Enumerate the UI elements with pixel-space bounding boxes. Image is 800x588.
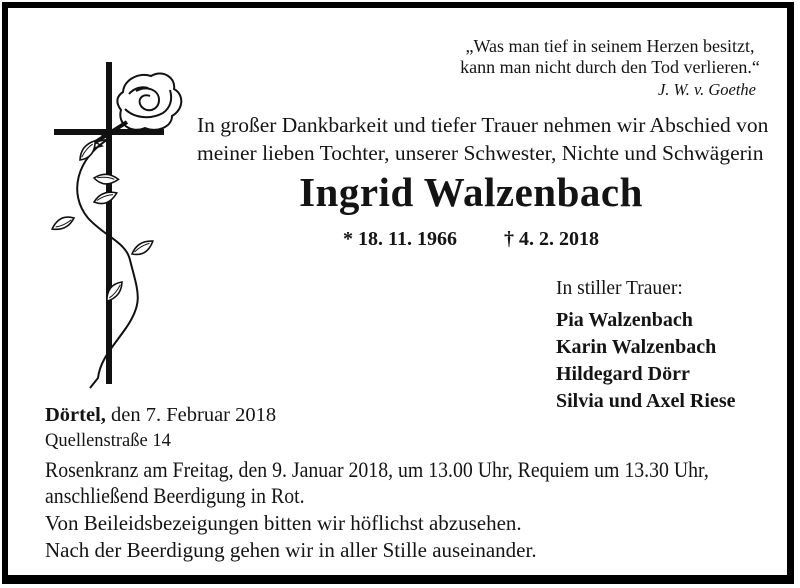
death-date: † 4. 2. 2018 <box>503 228 599 250</box>
service-line: anschließend Beerdigung in Rot. <box>45 483 305 508</box>
mourner-name: Silvia und Axel Riese <box>556 390 736 412</box>
service-line: Rosenkranz am Freitag, den 9. Januar 2018, um 13.00 Uhr, Requiem um 13.30 Uhr, <box>45 457 709 482</box>
mourning-heading: In stiller Trauer: <box>556 278 683 299</box>
rose-bloom <box>117 74 181 130</box>
place-city: Dörtel, <box>45 404 106 426</box>
quote-line: „Was man tief in seinem Herzen besitzt, <box>465 36 755 56</box>
deceased-name: Ingrid Walzenbach <box>299 169 643 215</box>
place-date-line <box>45 404 276 427</box>
service-info <box>45 457 783 509</box>
quote-attribution: J. W. v. Goethe <box>657 80 756 99</box>
intro-text <box>197 112 782 167</box>
cross-with-rose-icon <box>30 40 190 400</box>
condolence-note: Von Beileidsbezeigungen bitten wir höflichst abzusehen. <box>45 511 522 535</box>
intro-line: meiner lieben Tochter, unserer Schwester, Nichte und Schwägerin <box>197 140 764 165</box>
quote-line: kann man nicht durch den Tod verlieren.“ <box>460 57 760 77</box>
mourner-name: Pia Walzenbach <box>556 309 693 331</box>
life-dates <box>181 228 761 251</box>
intro-line: In großer Dankbarkeit und tiefer Trauer nehmen wir Abschied von <box>197 113 769 137</box>
mourners-section <box>556 276 735 415</box>
place-date: den 7. Februar 2018 <box>105 404 277 426</box>
closing-notes <box>45 510 537 563</box>
mourner-name: Karin Walzenbach <box>556 336 717 358</box>
memorial-quote <box>450 36 770 100</box>
birth-date: * 18. 11. 1966 <box>343 228 457 250</box>
mourner-name: Hildegard Dörr <box>556 363 690 385</box>
address-line: Quellenstraße 14 <box>45 431 171 451</box>
closing-note: Nach der Beerdigung gehen wir in aller Stille auseinander. <box>45 537 537 562</box>
cross-vertical-bar <box>106 62 112 384</box>
